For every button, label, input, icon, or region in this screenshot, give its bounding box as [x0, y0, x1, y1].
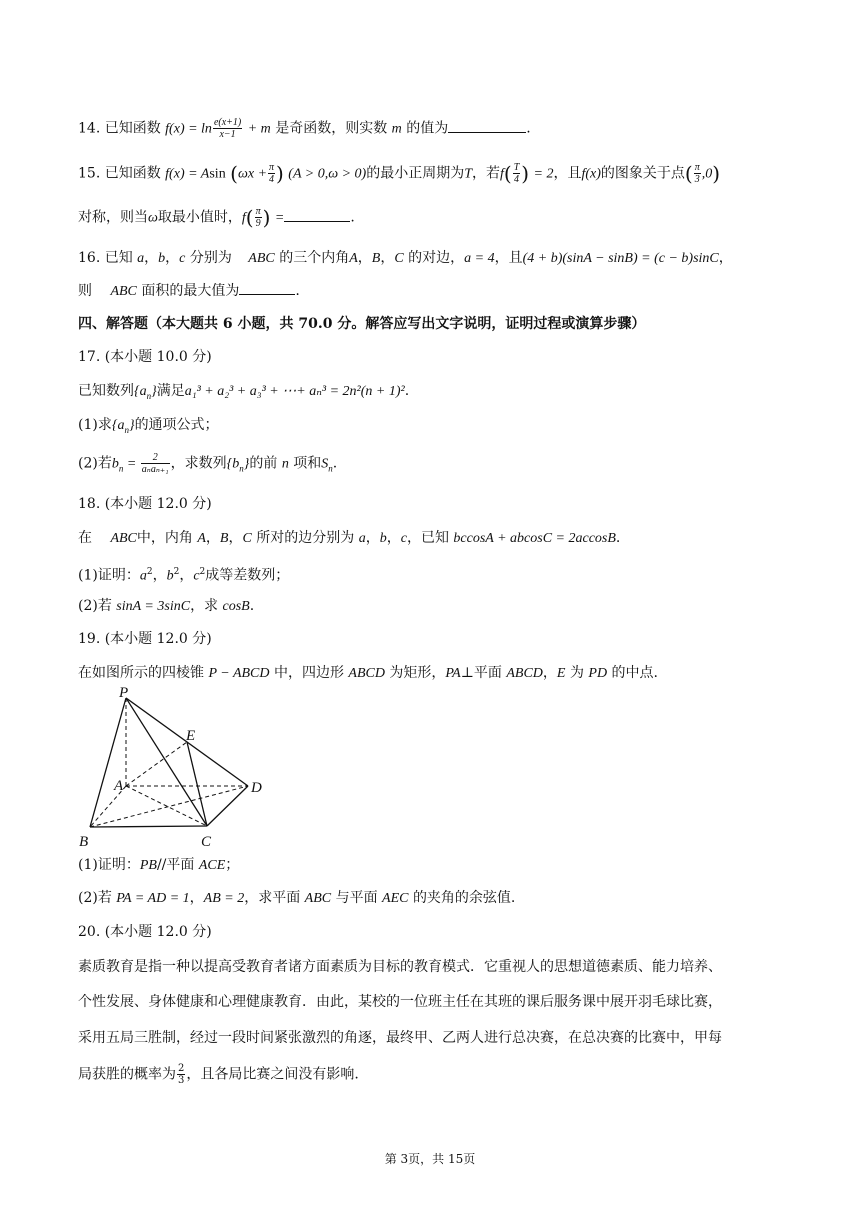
text: 对称，则当 — [78, 209, 148, 226]
math: bccosA + abcosC = 2accosB — [453, 531, 616, 546]
fraction-numerator: π — [694, 162, 700, 173]
math: a — [358, 531, 366, 546]
label-d: D — [251, 780, 262, 796]
math: = 2 — [533, 166, 554, 182]
math: AB = 2 — [203, 891, 245, 906]
text: 已知函数 — [104, 165, 161, 182]
paren: ) — [276, 161, 284, 186]
question-18-part-1: (1)证明：$a^2$，$b^2$，$c^2$成等差数列； — [78, 567, 290, 584]
question-20-line-1: 素质教育是指一种以提高受教育者诸方面素质为目标的教育模式．它重视人的思想道德素质、能力培养、 — [78, 959, 722, 975]
text: . — [615, 530, 621, 546]
math: ,0 — [701, 166, 713, 182]
math: ABC — [304, 891, 332, 906]
question-number: 16. — [78, 250, 101, 266]
text: ， — [152, 567, 167, 584]
math: PB — [139, 858, 157, 873]
math: b — [111, 456, 119, 472]
math: {a — [111, 418, 125, 433]
math: A — [349, 251, 358, 266]
math: E — [556, 666, 566, 681]
edge-pb — [90, 698, 126, 827]
text: ， — [165, 250, 180, 266]
math: n — [146, 390, 152, 401]
text: ，若 — [472, 165, 500, 182]
text: 的图象关于点 — [600, 165, 685, 182]
math: a₁³ + a₂³ + a₃³ + ⋯+ aₙ³ = 2n²(n + 1)² — [184, 384, 405, 399]
paren: ) — [712, 161, 721, 186]
text: (1)证明： — [78, 857, 140, 873]
question-16 — [78, 247, 820, 270]
math: f — [500, 166, 504, 182]
text: 在如图所示的四棱锥 — [78, 665, 204, 681]
math: PD — [588, 666, 608, 681]
fraction-denominator: 4 — [513, 174, 519, 185]
math: n — [239, 463, 244, 474]
question-20-line-3: 采用五局三胜制，经过一段时间紧张激烈的角逐，最终甲、乙两人进行总决赛，在总决赛的比赛中，甲每 — [78, 1030, 722, 1046]
page-footer: 第 3页，共 15页 — [384, 1152, 476, 1166]
math: B — [371, 251, 381, 266]
text: 已知数列 — [78, 383, 134, 399]
text: 的通项公式； — [134, 417, 219, 433]
question-19-header: 19. (本小题 12.0 分) — [78, 631, 212, 647]
text: (2)若 — [78, 890, 112, 906]
question-17-part-1 — [78, 414, 820, 441]
math: cosB — [222, 599, 250, 614]
question-20-line-4 — [78, 1063, 820, 1086]
text: (1)求 — [78, 417, 112, 433]
math: m — [391, 121, 402, 137]
question-19 — [78, 662, 820, 685]
math: c — [400, 531, 407, 546]
math: C — [394, 251, 404, 266]
fraction — [513, 162, 521, 185]
text: . — [526, 120, 531, 137]
text: ，求数列 — [170, 455, 227, 472]
text: ， — [386, 530, 401, 546]
fraction-numerator: e(x+1) — [213, 117, 242, 128]
math: {a — [134, 384, 147, 399]
text: 局获胜的概率为 — [78, 1066, 176, 1083]
math: (A > 0,ω > 0) — [288, 166, 367, 182]
fraction — [213, 117, 242, 140]
question-15-line-2 — [78, 206, 820, 230]
fraction-denominator: 3 — [178, 1075, 185, 1086]
paren: ) — [521, 161, 530, 186]
text: 的前 — [249, 455, 278, 472]
question-17 — [78, 380, 820, 407]
math: c — [179, 251, 186, 266]
fraction-denominator: 3 — [694, 174, 700, 185]
math: ABCD — [348, 666, 385, 681]
math: b — [379, 531, 387, 546]
math: A — [197, 531, 206, 546]
math: f — [241, 210, 246, 226]
question-17-part-2 — [78, 452, 820, 479]
text: ， — [179, 567, 194, 584]
fraction — [694, 162, 701, 185]
text: 中，四边形 — [273, 665, 344, 681]
fraction-denominator: 9 — [255, 218, 261, 229]
text: ，求 — [190, 598, 219, 614]
math: } — [243, 456, 250, 472]
math: a = 4 — [464, 251, 495, 266]
math: a — [137, 251, 145, 266]
math: B — [219, 531, 229, 546]
text: 的夹角的余弦值. — [412, 890, 516, 906]
text: 的对边， — [408, 250, 465, 266]
math: c — [193, 568, 200, 584]
question-16-line-2 — [78, 280, 820, 303]
fraction-numerator: 2 — [141, 452, 170, 464]
label-a: A — [114, 778, 124, 794]
answer-blank — [448, 120, 526, 133]
math: S — [321, 456, 329, 472]
math: AEC — [382, 891, 409, 906]
edge-cd — [207, 786, 248, 826]
text: 取最小值时， — [157, 209, 242, 226]
question-20-header: 20. (本小题 12.0 分) — [78, 924, 212, 940]
pyramid-figure — [74, 686, 274, 851]
text: . — [295, 283, 300, 299]
text: ， — [144, 250, 159, 266]
math: } — [151, 384, 157, 399]
fraction — [177, 1063, 185, 1086]
fraction-denominator: 4 — [269, 174, 275, 185]
text: ，求平面 — [244, 890, 301, 906]
text: ， — [228, 530, 243, 546]
text: 为 — [569, 665, 584, 681]
fraction-numerator: π — [255, 206, 261, 217]
fraction-numerator: π — [269, 162, 275, 173]
math: } — [128, 418, 135, 433]
math: ωx + — [237, 166, 268, 182]
question-number: 14. — [78, 120, 101, 137]
section-heading: 四、解答题（本大题共 6 小题，共 70.0 分。解答应写出文字说明，证明过程或演算步骤） — [78, 316, 646, 332]
math: ABCD — [506, 666, 543, 681]
text: ， — [357, 250, 372, 266]
text: 的三个内角 — [279, 250, 350, 266]
math: n — [328, 463, 333, 474]
answer-blank — [284, 209, 350, 222]
text: //平面 — [156, 857, 195, 873]
math: n — [124, 424, 129, 435]
text: ， — [189, 890, 204, 906]
math: ω — [148, 210, 158, 226]
math: = — [274, 210, 285, 226]
math: b — [158, 251, 166, 266]
text: . — [249, 598, 255, 614]
math: n — [118, 463, 124, 474]
math: = — [123, 456, 140, 472]
text: 的中点. — [611, 665, 658, 681]
fraction — [268, 162, 275, 185]
text: . — [332, 455, 338, 472]
fraction — [141, 452, 170, 475]
math: f(x) = ln — [165, 121, 212, 137]
label-c: C — [201, 834, 212, 850]
math: PA — [445, 666, 461, 681]
math: PA = AD = 1 — [116, 891, 190, 906]
question-14 — [78, 117, 820, 141]
answer-blank — [239, 282, 295, 295]
text: (2)若 — [78, 598, 112, 614]
question-18 — [78, 527, 820, 550]
text: (1)证明： — [78, 567, 140, 584]
question-20-line-2: 个性发展、身体健康和心理健康教育．由此，某校的一位班主任在其班的课后服务课中展开羽毛球比赛， — [78, 994, 722, 1010]
question-18-header: 18. (本小题 12.0 分) — [78, 496, 212, 512]
math: sinA = 3sinC — [116, 599, 191, 614]
question-19-part-2 — [78, 887, 820, 910]
fraction-denominator: aₙaₙ₊₁ — [141, 464, 169, 475]
paren: ( — [684, 161, 693, 186]
math: (4 + b)(sinA − sinB) = (c − b)sinC — [522, 251, 719, 266]
math: sin — [209, 166, 226, 182]
text: 成等差数列； — [205, 567, 290, 584]
text: 的最小正周期为 — [366, 165, 465, 182]
text: ， — [365, 530, 380, 546]
label-e: E — [186, 728, 196, 744]
question-19-part-1 — [78, 854, 820, 877]
text: 分别为 — [189, 250, 232, 266]
math: n — [281, 456, 289, 472]
math: f(x) — [581, 166, 601, 182]
edge-bc — [90, 826, 207, 827]
text: 面积的最大值为 — [141, 283, 240, 299]
text: . — [404, 383, 410, 399]
question-18-part-2 — [78, 595, 820, 618]
math: a — [139, 568, 147, 584]
text: 满足 — [156, 383, 185, 399]
text: 项和 — [293, 455, 322, 472]
text: 则 — [78, 283, 92, 299]
text: 为矩形， — [389, 665, 446, 681]
math: ABC — [110, 531, 137, 546]
question-17-header: 17. (本小题 10.0 分) — [78, 349, 212, 365]
text: ； — [225, 857, 240, 873]
text: ， — [718, 250, 733, 266]
fraction-denominator: x−1 — [219, 129, 236, 140]
text: 在 — [78, 530, 92, 546]
paren: ( — [503, 161, 512, 186]
text: ，且 — [553, 165, 582, 182]
text: . — [350, 209, 355, 226]
paren: ( — [245, 205, 254, 230]
text: 所对的边分别为 — [256, 530, 355, 546]
question-15 — [78, 162, 820, 186]
text: (2)若 — [78, 455, 112, 472]
math: ACE — [198, 858, 226, 873]
text: ，且各局比赛之间没有影响. — [186, 1066, 359, 1083]
text: ， — [205, 530, 220, 546]
math: b — [166, 568, 174, 584]
fraction-numerator: 2 — [178, 1063, 185, 1074]
math: ABC — [110, 284, 137, 299]
text: ， — [542, 665, 557, 681]
text: ，已知 — [406, 530, 449, 546]
text: 是奇函数，则实数 — [275, 120, 388, 137]
label-b: B — [79, 834, 89, 850]
math: f(x) = A — [165, 166, 210, 182]
math: + m — [247, 121, 271, 137]
text: 的值为 — [406, 120, 449, 137]
text: ，且 — [494, 250, 523, 266]
question-number: 15. — [78, 165, 101, 182]
math: T — [464, 166, 472, 182]
math: ABC — [248, 251, 275, 266]
text: 已知函数 — [104, 120, 161, 137]
math: {b — [226, 456, 240, 472]
text: 与平面 — [335, 890, 378, 906]
text: ， — [380, 250, 395, 266]
text: ⊥平面 — [460, 665, 502, 681]
paren: ( — [230, 161, 238, 186]
paren: ) — [262, 205, 271, 230]
math: P − ABCD — [208, 666, 270, 681]
text: 中，内角 — [136, 530, 193, 546]
text: 已知 — [104, 250, 133, 266]
fraction-numerator: T — [513, 162, 520, 173]
math: C — [242, 531, 252, 546]
fraction — [255, 206, 262, 229]
label-p: P — [119, 686, 129, 701]
